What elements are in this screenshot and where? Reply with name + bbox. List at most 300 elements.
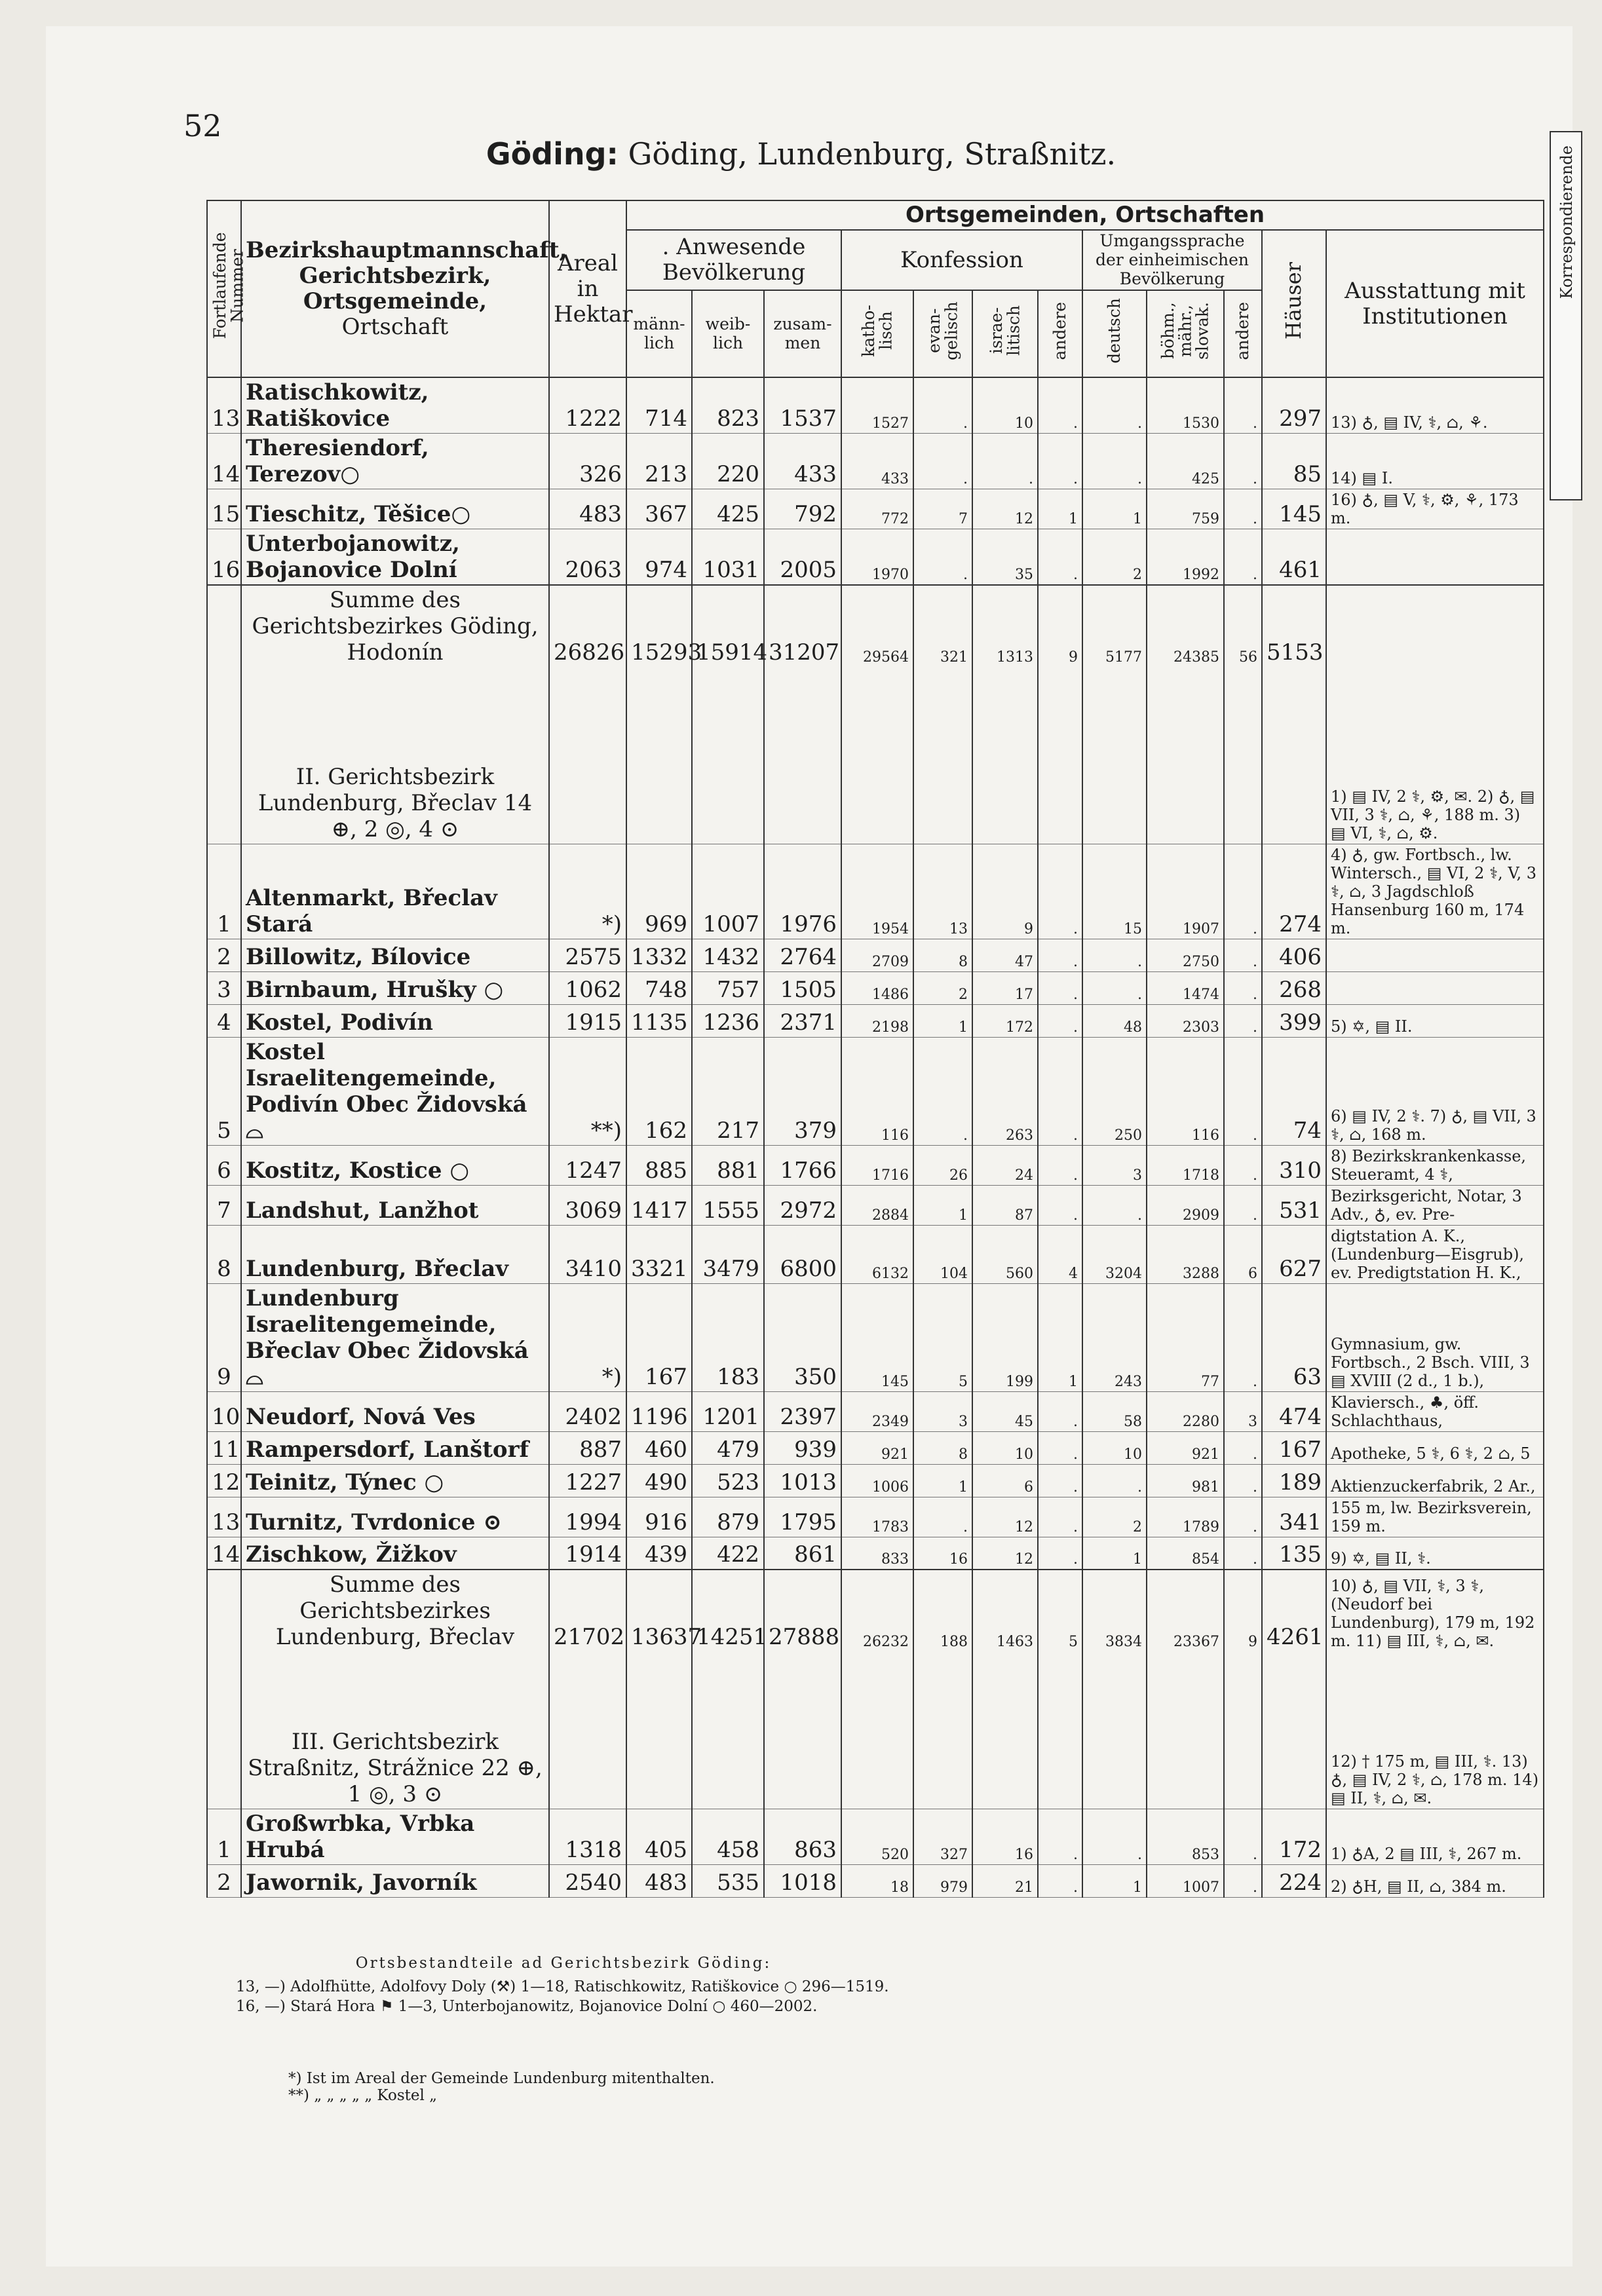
cell-areal: 2402 [549, 1391, 626, 1431]
row-institutions: 16) ♁, ▤ V, ⚕, ⚙, ⚘, 173 m. [1326, 489, 1544, 529]
cell-isr: 47 [972, 939, 1038, 971]
row-institutions: 14) ▤ I. [1326, 434, 1544, 489]
cell-kath: 772 [841, 489, 913, 529]
cell-z: 1018 [764, 1864, 841, 1897]
cell-z: 2972 [764, 1185, 841, 1225]
cell-bohm: 1007 [1147, 1864, 1224, 1897]
cell-kath: 1486 [841, 971, 913, 1004]
row-name: Kostel, Podivín [241, 1004, 549, 1037]
cell-and: 5 [1038, 1570, 1082, 1651]
row-number: 8 [207, 1225, 241, 1283]
row-institutions [1326, 585, 1544, 667]
cell-m [626, 667, 692, 844]
z-header: zusam-men [764, 290, 841, 377]
cell-de: 3834 [1082, 1570, 1147, 1651]
cell-areal: **) [549, 1037, 626, 1145]
cell-de: . [1082, 1185, 1147, 1225]
cell-kath: 26232 [841, 1570, 913, 1651]
cell-z: 2397 [764, 1391, 841, 1431]
cell-evan: 979 [913, 1864, 972, 1897]
col-nr-header: Fortlaufende Nummer [207, 200, 241, 377]
cell-de: 58 [1082, 1391, 1147, 1431]
cell-sand [1224, 1651, 1262, 1809]
row-name: Kostel Israelitengemeinde, Podivín Obec Židovská ⌓ [241, 1037, 549, 1145]
cell-sand: . [1224, 1431, 1262, 1464]
cell-evan: . [913, 529, 972, 586]
cell-kath: 18 [841, 1864, 913, 1897]
cell-areal: 887 [549, 1431, 626, 1464]
table-row [207, 1225, 1544, 1283]
cell-isr: 199 [972, 1283, 1038, 1391]
cell-m: 714 [626, 377, 692, 434]
row-institutions: digtstation A. K., (Lundenburg—Eisgrub), ev. Predigtstation H. K., [1326, 1225, 1544, 1283]
cell-bohm: 2280 [1147, 1391, 1224, 1431]
cell-kath: 116 [841, 1037, 913, 1145]
cell-and: . [1038, 1145, 1082, 1185]
cell-hs: 341 [1262, 1497, 1326, 1537]
cell-evan: 5 [913, 1283, 972, 1391]
cell-and: 9 [1038, 585, 1082, 667]
cell-isr: 12 [972, 489, 1038, 529]
cell-sand: . [1224, 377, 1262, 434]
row-number: 13 [207, 377, 241, 434]
cell-kath: 1783 [841, 1497, 913, 1537]
cell-kath: 29564 [841, 585, 913, 667]
cell-hs: 274 [1262, 844, 1326, 939]
row-institutions [1326, 939, 1544, 971]
table-row [207, 585, 1544, 667]
deutsch-header: deutsch [1082, 290, 1147, 377]
cell-z: 792 [764, 489, 841, 529]
cell-hs: 189 [1262, 1464, 1326, 1497]
cell-hs: 399 [1262, 1004, 1326, 1037]
cell-kath: 1954 [841, 844, 913, 939]
cell-w: 220 [692, 434, 764, 489]
cell-isr: 560 [972, 1225, 1038, 1283]
row-number: 3 [207, 971, 241, 1004]
row-number [207, 1651, 241, 1809]
cell-de: 10 [1082, 1431, 1147, 1464]
cell-m [626, 1651, 692, 1809]
table-row [207, 1864, 1544, 1897]
cell-areal [549, 667, 626, 844]
cell-bohm: 2909 [1147, 1185, 1224, 1225]
row-number: 4 [207, 1004, 241, 1037]
cell-hs: 145 [1262, 489, 1326, 529]
cell-w: 217 [692, 1037, 764, 1145]
cell-w: 1007 [692, 844, 764, 939]
row-institutions: Bezirksgericht, Notar, 3 Adv., ♁, ev. Pre- [1326, 1185, 1544, 1225]
table-row [207, 1185, 1544, 1225]
row-name: Altenmarkt, Břeclav Stará [241, 844, 549, 939]
cell-hs: 406 [1262, 939, 1326, 971]
cell-de [1082, 1651, 1147, 1809]
cell-m: 162 [626, 1037, 692, 1145]
cell-w: 1201 [692, 1391, 764, 1431]
cell-bohm: 1789 [1147, 1497, 1224, 1537]
table-row [207, 667, 1544, 844]
cell-isr: 1313 [972, 585, 1038, 667]
cell-evan: 8 [913, 1431, 972, 1464]
note-line: 16, —) Stará Hora ⚑ 1—3, Unterbojanowitz, Bojanovice Dolní ○ 460—2002. [236, 1998, 818, 2015]
row-name: Rampersdorf, Lanštorf [241, 1431, 549, 1464]
cell-areal [549, 1651, 626, 1809]
row-name: Theresiendorf, Terezov○ [241, 434, 549, 489]
cell-hs: 4261 [1262, 1570, 1326, 1651]
cell-kath: 833 [841, 1537, 913, 1570]
cell-and: . [1038, 1004, 1082, 1037]
note-line: 13, —) Adolfhütte, Adolfovy Doly (⚒) 1—18, Ratischkowitz, Ratiškovice ○ 296—1519. [236, 1978, 889, 1995]
cell-w: 422 [692, 1537, 764, 1570]
notes-heading: Ortsbestandteile ad Gerichtsbezirk Göding: [355, 1955, 772, 1972]
row-name: Summe des Gerichtsbezirkes Lundenburg, Břeclav [241, 1570, 549, 1651]
cell-evan: 8 [913, 939, 972, 971]
cell-de: . [1082, 377, 1147, 434]
cell-evan: 1 [913, 1004, 972, 1037]
cell-bohm: 854 [1147, 1537, 1224, 1570]
cell-bohm: 1530 [1147, 377, 1224, 434]
cell-de: 1 [1082, 1537, 1147, 1570]
cell-areal: 1914 [549, 1537, 626, 1570]
cell-evan: . [913, 434, 972, 489]
cell-hs: 85 [1262, 434, 1326, 489]
cell-and [1038, 667, 1082, 844]
cell-and: . [1038, 1185, 1082, 1225]
cell-and: . [1038, 1431, 1082, 1464]
cell-de: . [1082, 939, 1147, 971]
cell-areal: 1915 [549, 1004, 626, 1037]
cell-de: 3 [1082, 1145, 1147, 1185]
footnote: **) „ „ „ „ „ Kostel „ [288, 2087, 438, 2104]
cell-z: 1795 [764, 1497, 841, 1537]
cell-w: 823 [692, 377, 764, 434]
cell-and: 1 [1038, 489, 1082, 529]
cell-kath: 1527 [841, 377, 913, 434]
cell-w: 881 [692, 1145, 764, 1185]
row-institutions: 9) ✡, ▤ II, ⚕. [1326, 1537, 1544, 1570]
cell-m: 1417 [626, 1185, 692, 1225]
table-row [207, 1651, 1544, 1809]
andere-konf-header: andere [1038, 290, 1082, 377]
row-name: Lundenburg Israelitengemeinde, Břeclav Obec Židovská ⌓ [241, 1283, 549, 1391]
cell-evan: 321 [913, 585, 972, 667]
cell-de: 3204 [1082, 1225, 1147, 1283]
cell-and: . [1038, 1464, 1082, 1497]
row-number: 10 [207, 1391, 241, 1431]
group-header: Ortsgemeinden, Ortschaften [626, 200, 1544, 230]
cell-evan [913, 667, 972, 844]
cell-isr: 21 [972, 1864, 1038, 1897]
table-row [207, 1004, 1544, 1037]
cell-de: 48 [1082, 1004, 1147, 1037]
cell-w: 1236 [692, 1004, 764, 1037]
cell-sand: 6 [1224, 1225, 1262, 1283]
row-name: II. Gerichtsbezirk Lundenburg, Břeclav 14 ⊕, 2 ◎, 4 ⊙ [241, 667, 549, 844]
cell-bohm: 1718 [1147, 1145, 1224, 1185]
cell-de [1082, 667, 1147, 844]
cell-and: . [1038, 1537, 1082, 1570]
cell-w: 879 [692, 1497, 764, 1537]
cell-w: 479 [692, 1431, 764, 1464]
cell-z: 1976 [764, 844, 841, 939]
page-title [0, 136, 1602, 172]
cell-kath: 6132 [841, 1225, 913, 1283]
cell-kath: 520 [841, 1809, 913, 1864]
row-name: Ratischkowitz, Ratiškovice [241, 377, 549, 434]
cell-areal: 2540 [549, 1864, 626, 1897]
konfession-header: Konfession [841, 230, 1082, 290]
cell-hs: 167 [1262, 1431, 1326, 1464]
cell-z: 27888 [764, 1570, 841, 1651]
cell-w: 14251 [692, 1570, 764, 1651]
cell-kath: 1006 [841, 1464, 913, 1497]
cell-z: 1537 [764, 377, 841, 434]
row-name: Zischkow, Žižkov [241, 1537, 549, 1570]
cell-isr: 6 [972, 1464, 1038, 1497]
row-number: 14 [207, 434, 241, 489]
cell-de: . [1082, 1809, 1147, 1864]
row-name: Großwrbka, Vrbka Hrubá [241, 1809, 549, 1864]
notes [236, 1952, 891, 2018]
cell-m: 3321 [626, 1225, 692, 1283]
cell-m: 916 [626, 1497, 692, 1537]
cell-z: 863 [764, 1809, 841, 1864]
cell-m: 885 [626, 1145, 692, 1185]
cell-isr: 87 [972, 1185, 1038, 1225]
cell-z: 350 [764, 1283, 841, 1391]
row-institutions: 5) ✡, ▤ II. [1326, 1004, 1544, 1037]
table-row [207, 1570, 1544, 1651]
cell-de: 1 [1082, 1864, 1147, 1897]
table-row [207, 1497, 1544, 1537]
cell-and: . [1038, 1391, 1082, 1431]
row-number: 15 [207, 489, 241, 529]
cell-z [764, 667, 841, 844]
cell-bohm: 853 [1147, 1809, 1224, 1864]
cell-sand: . [1224, 844, 1262, 939]
row-institutions: 1) ♁A, 2 ▤ III, ⚕, 267 m. [1326, 1809, 1544, 1864]
cell-z: 1766 [764, 1145, 841, 1185]
row-institutions: Apotheke, 5 ⚕, 6 ⚕, 2 ⌂, 5 [1326, 1431, 1544, 1464]
cell-sand: 56 [1224, 585, 1262, 667]
cell-kath: 433 [841, 434, 913, 489]
andere-spr-header: andere [1224, 290, 1262, 377]
cell-kath: 1716 [841, 1145, 913, 1185]
cell-and: . [1038, 1864, 1082, 1897]
cell-and: . [1038, 1497, 1082, 1537]
col-name-header: Bezirkshauptmannschaft, Gerichtsbezirk, Ortsgemeinde, Ortschaft [241, 200, 549, 377]
cell-bohm: 24385 [1147, 585, 1224, 667]
col-areal-header: Areal in Hektar [549, 200, 626, 377]
cell-m: 1196 [626, 1391, 692, 1431]
cell-areal: 1994 [549, 1497, 626, 1537]
cell-kath: 2349 [841, 1391, 913, 1431]
cell-bohm: 981 [1147, 1464, 1224, 1497]
row-name: Kostitz, Kostice ○ [241, 1145, 549, 1185]
cell-bohm: 921 [1147, 1431, 1224, 1464]
cell-isr: 16 [972, 1809, 1038, 1864]
cell-isr: 45 [972, 1391, 1038, 1431]
cell-and: 4 [1038, 1225, 1082, 1283]
bohm-header: böhm., mähr., slovak. [1147, 290, 1224, 377]
cell-de: 243 [1082, 1283, 1147, 1391]
cell-sand: . [1224, 1537, 1262, 1570]
table-row [207, 377, 1544, 434]
cell-z: 2005 [764, 529, 841, 586]
cell-w: 757 [692, 971, 764, 1004]
cell-m: 974 [626, 529, 692, 586]
cell-hs: 74 [1262, 1037, 1326, 1145]
cell-and: . [1038, 1037, 1082, 1145]
cell-and: . [1038, 971, 1082, 1004]
cell-and: . [1038, 434, 1082, 489]
cell-evan: 16 [913, 1537, 972, 1570]
cell-evan: 3 [913, 1391, 972, 1431]
cell-isr: 9 [972, 844, 1038, 939]
table-row [207, 1809, 1544, 1864]
cell-areal: 3410 [549, 1225, 626, 1283]
cell-areal: 21702 [549, 1570, 626, 1651]
cell-isr: . [972, 434, 1038, 489]
cell-w: 3479 [692, 1225, 764, 1283]
row-number: 5 [207, 1037, 241, 1145]
cell-w [692, 667, 764, 844]
cell-areal: 2063 [549, 529, 626, 586]
cell-z: 939 [764, 1431, 841, 1464]
row-number: 11 [207, 1431, 241, 1464]
cell-bohm [1147, 667, 1224, 844]
table-row [207, 1145, 1544, 1185]
cell-isr [972, 667, 1038, 844]
cell-z: 433 [764, 434, 841, 489]
cell-kath: 1970 [841, 529, 913, 586]
cell-hs: 461 [1262, 529, 1326, 586]
cell-w: 1555 [692, 1185, 764, 1225]
cell-and: . [1038, 844, 1082, 939]
cell-and: . [1038, 377, 1082, 434]
cell-bohm: 1907 [1147, 844, 1224, 939]
cell-sand: . [1224, 971, 1262, 1004]
table-row [207, 1431, 1544, 1464]
row-name: Tieschitz, Těšice○ [241, 489, 549, 529]
cell-kath: 2884 [841, 1185, 913, 1225]
row-number: 6 [207, 1145, 241, 1185]
cell-and [1038, 1651, 1082, 1809]
cell-z: 2371 [764, 1004, 841, 1037]
cell-hs: 63 [1262, 1283, 1326, 1391]
cell-z [764, 1651, 841, 1809]
table-row [207, 1391, 1544, 1431]
cell-m: 969 [626, 844, 692, 939]
cell-and: . [1038, 939, 1082, 971]
cell-sand: . [1224, 1004, 1262, 1037]
table-row [207, 529, 1544, 586]
cell-areal: 3069 [549, 1185, 626, 1225]
row-institutions: 12) † 175 m, ▤ III, ⚕. 13) ♁, ▤ IV, 2 ⚕, ⌂, 178 m. 14) ▤ II, ⚕, ⌂, ✉. [1326, 1651, 1544, 1809]
cell-sand: . [1224, 1809, 1262, 1864]
cell-isr: 17 [972, 971, 1038, 1004]
cell-sand: 9 [1224, 1570, 1262, 1651]
cell-sand: . [1224, 1864, 1262, 1897]
cell-areal: 1222 [549, 377, 626, 434]
cell-areal: 1247 [549, 1145, 626, 1185]
row-number: 13 [207, 1497, 241, 1537]
cell-m: 490 [626, 1464, 692, 1497]
footnotes [288, 2070, 715, 2104]
cell-w: 535 [692, 1864, 764, 1897]
row-number: 12 [207, 1464, 241, 1497]
cell-areal: 326 [549, 434, 626, 489]
row-number: 16 [207, 529, 241, 586]
row-name: Landshut, Lanžhot [241, 1185, 549, 1225]
row-number: 1 [207, 1809, 241, 1864]
w-header: weib-lich [692, 290, 764, 377]
cell-w: 523 [692, 1464, 764, 1497]
cell-de: 5177 [1082, 585, 1147, 667]
cell-bohm: 1992 [1147, 529, 1224, 586]
row-name: Lundenburg, Břeclav [241, 1225, 549, 1283]
cell-isr: 10 [972, 377, 1038, 434]
cell-bohm [1147, 1651, 1224, 1809]
cell-sand: . [1224, 1464, 1262, 1497]
row-number: 7 [207, 1185, 241, 1225]
cell-sand: . [1224, 1037, 1262, 1145]
cell-kath [841, 667, 913, 844]
cell-m: 405 [626, 1809, 692, 1864]
cell-w: 458 [692, 1809, 764, 1864]
page-number: 52 [183, 108, 222, 143]
cell-sand: . [1224, 1185, 1262, 1225]
cell-m: 213 [626, 434, 692, 489]
cell-w: 183 [692, 1283, 764, 1391]
cell-hs: 135 [1262, 1537, 1326, 1570]
cell-m: 439 [626, 1537, 692, 1570]
kath-header: katho-lisch [841, 290, 913, 377]
cell-evan: 1 [913, 1185, 972, 1225]
side-tab-label: Korrespondierende [1557, 145, 1576, 299]
cell-m: 367 [626, 489, 692, 529]
table-row [207, 939, 1544, 971]
title-rest: Göding, Lundenburg, Straßnitz. [628, 136, 1116, 172]
cell-sand: 3 [1224, 1391, 1262, 1431]
cell-bohm: 23367 [1147, 1570, 1224, 1651]
row-name: Summe des Gerichtsbezirkes Göding, Hodonín [241, 585, 549, 667]
cell-evan [913, 1651, 972, 1809]
row-institutions [1326, 971, 1544, 1004]
cell-z: 379 [764, 1037, 841, 1145]
table-row [207, 971, 1544, 1004]
row-institutions: 4) ♁, gw. Fortbsch., lw. Wintersch., ▤ VI, 2 ⚕, V, 3 ⚕, ⌂, 3 Jagdschloß Hansenburg 160 m, 174 m. [1326, 844, 1544, 939]
cell-and: . [1038, 529, 1082, 586]
cell-sand: . [1224, 489, 1262, 529]
haeuser-header: Häuser [1262, 230, 1326, 377]
row-institutions: 155 m, lw. Bezirksverein, 159 m. [1326, 1497, 1544, 1537]
footnote: *) Ist im Areal der Gemeinde Lundenburg mitenthalten. [288, 2070, 715, 2087]
cell-evan: 26 [913, 1145, 972, 1185]
cell-isr: 12 [972, 1537, 1038, 1570]
cell-isr: 10 [972, 1431, 1038, 1464]
cell-areal: 483 [549, 489, 626, 529]
row-number: 2 [207, 939, 241, 971]
row-name: Birnbaum, Hrušky ○ [241, 971, 549, 1004]
cell-kath [841, 1651, 913, 1809]
cell-isr: 24 [972, 1145, 1038, 1185]
cell-w: 1031 [692, 529, 764, 586]
cell-hs: 172 [1262, 1809, 1326, 1864]
cell-sand: . [1224, 1497, 1262, 1537]
ausstattung-header: Ausstattung mit Institutionen [1326, 230, 1544, 377]
cell-evan: 2 [913, 971, 972, 1004]
